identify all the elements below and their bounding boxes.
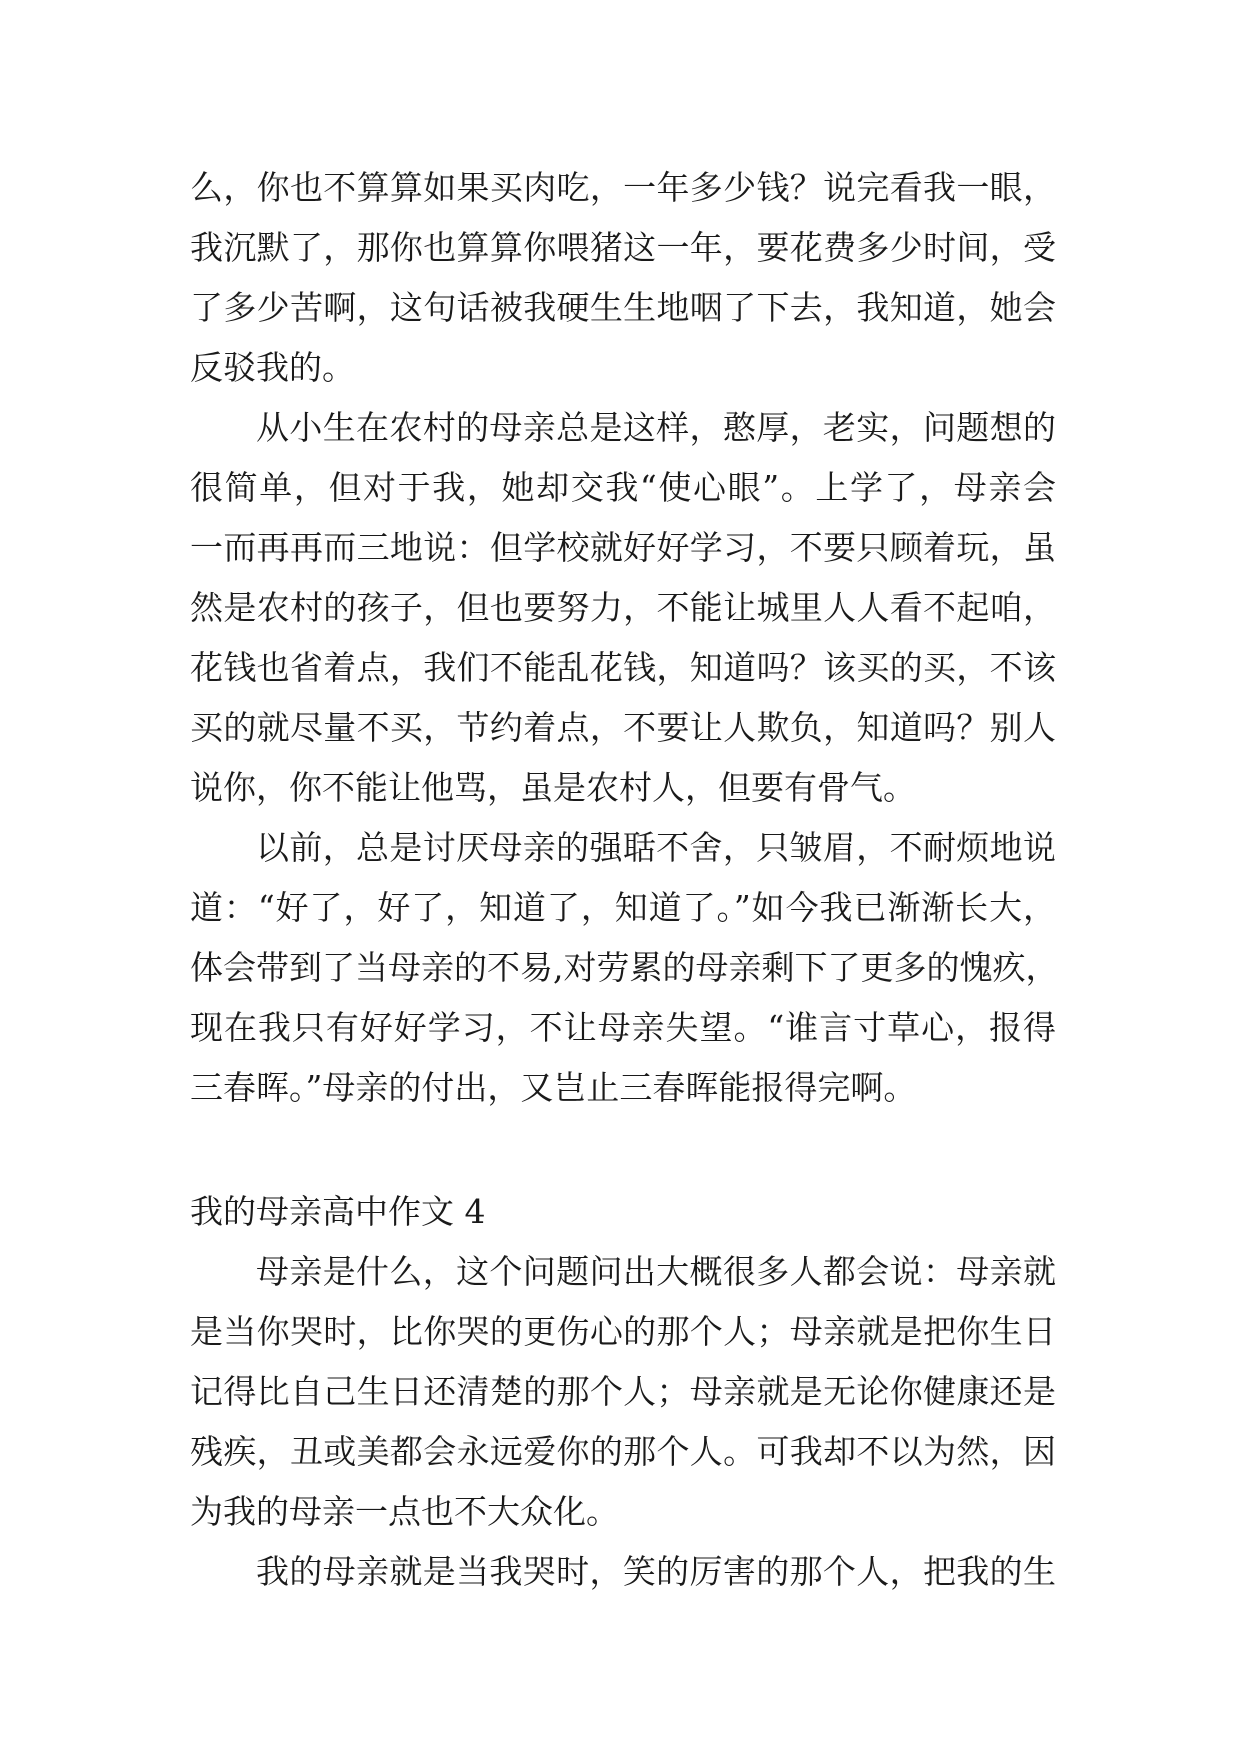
paragraph-line: 买的就尽量不买，节约着点，不要让人欺负，知道吗？别人 bbox=[190, 708, 1056, 747]
paragraph-2 bbox=[190, 398, 1056, 818]
paragraph-line: 三春晖。”母亲的付出，又岂止三春晖能报得完啊。 bbox=[190, 1068, 917, 1107]
paragraph-line: 说你，你不能让他骂，虽是农村人，但要有骨气。 bbox=[190, 768, 916, 807]
document-page bbox=[190, 158, 1059, 1602]
paragraph-line: 么，你也不算算如果买肉吃，一年多少钱？说完看我一眼， bbox=[190, 168, 1056, 207]
section-heading: 我的母亲高中作文 4 bbox=[190, 1192, 486, 1231]
paragraph-line: 然是农村的孩子，但也要努力，不能让城里人人看不起咱， bbox=[190, 588, 1056, 627]
paragraph-line: 体会带到了当母亲的不易,对劳累的母亲剩下了更多的愧疚， bbox=[190, 948, 1059, 987]
paragraph-line: 残疾，丑或美都会永远爱你的那个人。可我却不以为然，因 bbox=[190, 1432, 1056, 1471]
paragraph-line: 花钱也省着点，我们不能乱花钱，知道吗？该买的买，不该 bbox=[190, 648, 1056, 687]
paragraph-3 bbox=[190, 818, 1059, 1118]
paragraph-5 bbox=[190, 1542, 1056, 1602]
paragraph-line: 了多少苦啊，这句话被我硬生生地咽了下去，我知道，她会 bbox=[190, 288, 1056, 327]
paragraph-line: 很简单，但对于我，她却交我“使心眼”。上学了，母亲会 bbox=[190, 468, 1056, 507]
paragraph-line: 一而再再而三地说：但学校就好好学习，不要只顾着玩，虽 bbox=[190, 528, 1056, 567]
paragraph-line: 从小生在农村的母亲总是这样，憨厚，老实，问题想的 bbox=[256, 408, 1056, 447]
paragraph-line: 为我的母亲一点也不大众化。 bbox=[190, 1492, 619, 1531]
paragraph-1 bbox=[190, 158, 1056, 398]
paragraph-line: 记得比自己生日还清楚的那个人；母亲就是无论你健康还是 bbox=[190, 1372, 1056, 1411]
paragraph-line: 我的母亲就是当我哭时，笑的厉害的那个人，把我的生 bbox=[256, 1552, 1056, 1591]
paragraph-line: 道：“好了，好了，知道了，知道了。”如今我已渐渐长大， bbox=[190, 888, 1056, 927]
paragraph-line: 以前，总是讨厌母亲的强聒不舍，只皱眉，不耐烦地说 bbox=[256, 828, 1056, 867]
paragraph-line: 反驳我的。 bbox=[190, 348, 355, 387]
paragraph-4 bbox=[190, 1242, 1056, 1542]
paragraph-line: 是当你哭时，比你哭的更伤心的那个人；母亲就是把你生日 bbox=[190, 1312, 1056, 1351]
paragraph-line: 母亲是什么，这个问题问出大概很多人都会说：母亲就 bbox=[256, 1252, 1056, 1291]
section-spacer bbox=[190, 1118, 1056, 1182]
paragraph-line: 我沉默了，那你也算算你喂猪这一年，要花费多少时间，受 bbox=[190, 228, 1056, 267]
paragraph-line: 现在我只有好好学习，不让母亲失望。“谁言寸草心，报得 bbox=[190, 1008, 1056, 1047]
